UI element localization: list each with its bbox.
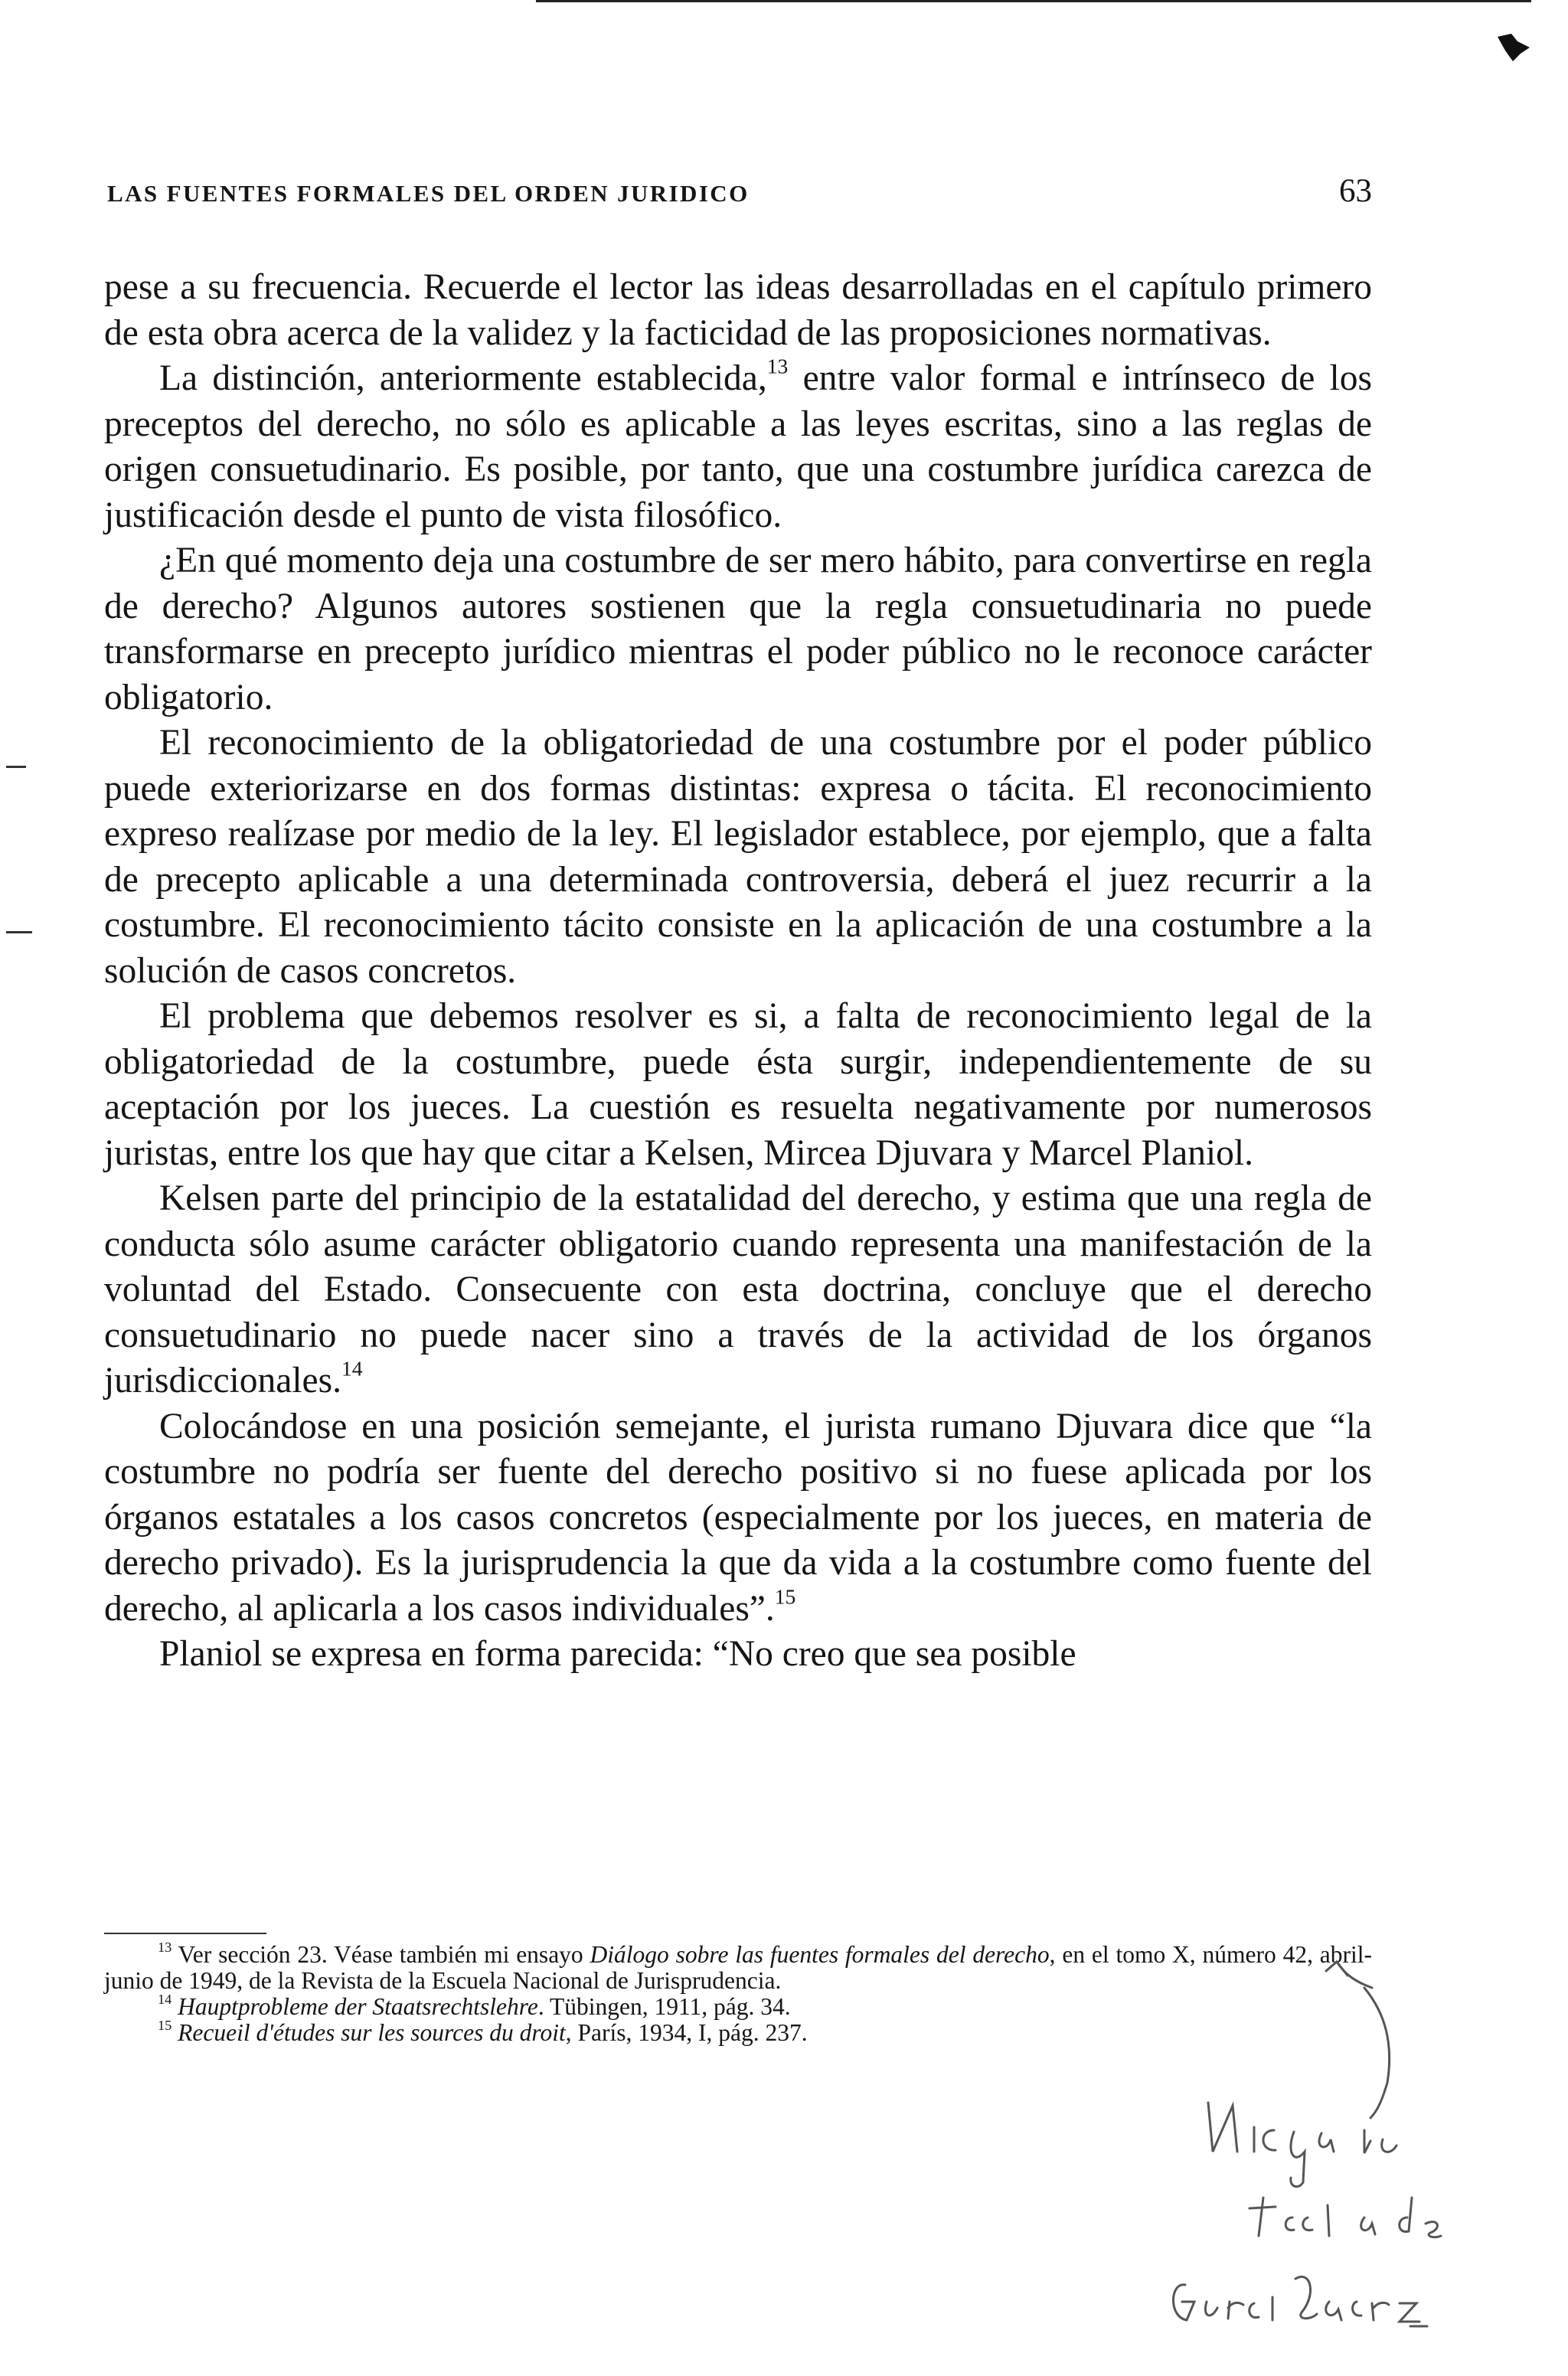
paragraph-3: [104, 538, 1372, 721]
footnote-ref-13: 13: [766, 354, 789, 378]
running-title: LAS FUENTES FORMALES DEL ORDEN JURIDICO: [107, 180, 750, 207]
footnote-ref-15: 15: [774, 1584, 796, 1609]
footnote-14-title: Hauptprobleme der Staatsrechtslehre: [178, 1993, 538, 2020]
paragraph-6: [104, 1176, 1372, 1404]
paragraph-2-text-b: entre valor formal e intrínseco de los preceptos del derecho, no sólo es aplicable a las leyes escritas, sino a las reglas de origen consuetudinario. Es posible, por tanto, que una costumbre jurídica carezca de justificación desde el punto de vista filosófico.: [104, 358, 1372, 535]
paragraph-3-text: ¿En qué momento deja una costumbre de ser mero hábito, para convertirse en regla de derecho? Algunos autores sostienen que la regla consuetudinaria no puede transformarse en precepto jurídico mientras el poder público no le reconoce carácter obligatorio.: [104, 541, 1372, 717]
paragraph-5: [104, 994, 1372, 1176]
paragraph-5-text: El problema que debemos resolver es si, a falta de reconocimiento legal de la obligatoriedad de la costumbre, puede ésta surgir, independientemente de su aceptación por los jueces. La cuestión es resuelta negativamente por numerosos juristas, entre los que hay que citar a Kelsen, Mircea Djuvara y Marcel Planiol.: [104, 996, 1372, 1173]
footnote-13-text-b: , en el tomo X, número 42, abril-junio de 1949, de la Revista de la Escuela Nacional de Jurisprudencia.: [104, 1941, 1373, 1994]
paragraph-2: [104, 356, 1372, 538]
footnote-15-title: Recueil d'études sur les sources du droit: [178, 2019, 566, 2046]
body-text: [104, 265, 1372, 1678]
paragraph-1-text: pese a su frecuencia. Recuerde el lector las ideas desarrolladas en el capítulo primero de esta obra acerca de la validez y la facticidad de las proposiciones normativas.: [104, 267, 1372, 353]
corner-ink-mark: [1494, 32, 1533, 63]
footnote-13-text-a: Ver sección 23. Véase también mi ensayo: [172, 1941, 590, 1968]
paragraph-7-text: Colocándose en una posición semejante, el jurista rumano Djuvara dice que “la costumbre no podría ser fuente del derecho positivo si no fuese aplicada por los órganos estatales a los casos concretos (especialmente por los jueces, en materia de derecho privado). Es la jurisprudencia la que da vida a la costumbre como fuente del derecho, al aplicarla a los casos individuales”.: [104, 1406, 1372, 1629]
running-head: [107, 172, 1372, 218]
margin-dash-2: [6, 931, 32, 933]
paragraph-2-text-a: La distinción, anteriormente establecida,: [159, 358, 767, 398]
footnote-13-number: 13: [158, 1939, 172, 1955]
paragraph-8: [104, 1632, 1372, 1678]
paragraph-4: [104, 721, 1372, 994]
handwritten-marginal-note: [1164, 1960, 1547, 2358]
paragraph-6-text: Kelsen parte del principio de la estatalidad del derecho, y estima que una regla de conducta sólo asume carácter obligatorio cuando representa una manifestación de la voluntad del Estado. Consecuente con esta doctrina, concluye que el derecho consuetudinario no puede nacer sino a través de la actividad de los órganos jurisdiccionales.: [104, 1178, 1372, 1400]
footnote-14-text: . Tübingen, 1911, pág. 34.: [537, 1993, 791, 2020]
footnote-rule: [104, 1933, 266, 1934]
footnote-14: [104, 1991, 1099, 2020]
margin-dash-1: [6, 766, 26, 768]
footnote-15-number: 15: [158, 2017, 172, 2033]
footnote-ref-14: 14: [341, 1356, 363, 1381]
paragraph-1: [104, 265, 1372, 356]
paragraph-4-text: El reconocimiento de la obligatoriedad de una costumbre por el poder público puede exteriorizarse en dos formas distintas: expresa o tácita. El reconocimiento expreso realízase por medio de la ley. El legislador establece, por ejemplo, que a falta de precepto aplicable a una determinada controversia, deberá el juez recurrir a la costumbre. El reconocimiento tácito consiste en la aplicación de una costumbre a la solución de casos concretos.: [104, 723, 1372, 991]
footnote-13-title: Diálogo sobre las fuentes formales del derecho: [590, 1941, 1050, 1968]
page-number: 63: [1339, 173, 1372, 209]
footnote-15: [104, 2017, 1099, 2046]
footnote-14-number: 14: [158, 1991, 172, 2007]
footnote-15-text: , París, 1934, I, pág. 237.: [565, 2019, 808, 2046]
paragraph-8-text: Planiol se expresa en forma parecida: “No creo que sea posible: [159, 1634, 1076, 1674]
top-edge-rule: [536, 0, 1531, 2]
paragraph-7: [104, 1404, 1372, 1632]
